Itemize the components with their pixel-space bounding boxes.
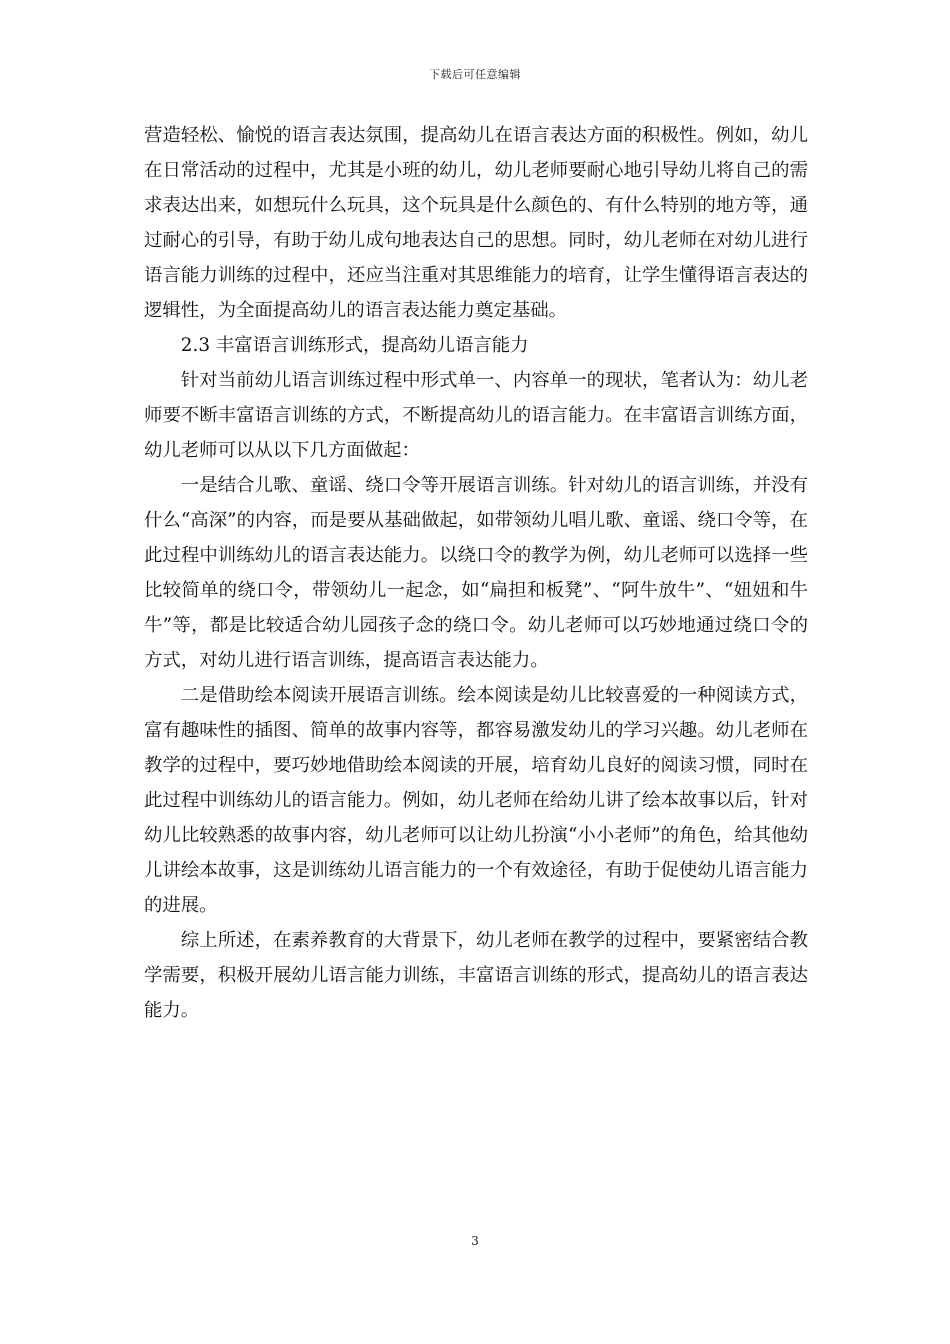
page-header: 下载后可任意编辑 xyxy=(429,68,521,81)
paragraph-continuation: 营造轻松、愉悦的语言表达氛围，提高幼儿在语言表达方面的积极性。例如，幼儿在日常活动的过程中，尤其是小班的幼儿，幼儿老师要耐心地引导幼儿将自己的需求表达出来，如想玩什么玩具，这个玩具是什么颜色的、有什么特别的地方等，通过耐心的引导，有助于幼儿成句地表达自己的思想。同时，幼儿老师在对幼儿进行语言能力训练的过程中，还应当注重对其思维能力的培育，让学生懂得语言表达的逻辑性，为全面提高幼儿的语言表达能力奠定基础。 xyxy=(144,125,808,321)
section-heading: 2.3 丰富语言训练形式，提高幼儿语言能力 xyxy=(180,335,529,356)
document-body xyxy=(144,118,808,1028)
paragraph-point-two: 二是借助绘本阅读开展语言训练。绘本阅读是幼儿比较喜爱的一种阅读方式，富有趣味性的插图、简单的故事内容等，都容易激发幼儿的学习兴趣。幼儿老师在教学的过程中，要巧妙地借助绘本阅读的开展，培育幼儿良好的阅读习惯，同时在此过程中训练幼儿的语言能力。例如，幼儿老师在给幼儿讲了绘本故事以后，针对幼儿比较熟悉的故事内容，幼儿老师可以让幼儿扮演“小小老师”的角色，给其他幼儿讲绘本故事，这是训练幼儿语言能力的一个有效途径，有助于促使幼儿语言能力的进展。 xyxy=(144,685,808,916)
paragraph-point-one: 一是结合儿歌、童谣、绕口令等开展语言训练。针对幼儿的语言训练，并没有什么“高深”的内容，而是要从基础做起，如带领幼儿唱儿歌、童谣、绕口令等，在此过程中训练幼儿的语言表达能力。以绕口令的教学为例，幼儿老师可以选择一些比较简单的绕口令，带领幼儿一起念，如“扁担和板凳”、“阿牛放牛”、“妞妞和牛牛”等，都是比较适合幼儿园孩子念的绕口令。幼儿老师可以巧妙地通过绕口令的方式，对幼儿进行语言训练，提高语言表达能力。 xyxy=(144,475,808,671)
paragraph-intro: 针对当前幼儿语言训练过程中形式单一、内容单一的现状，笔者认为：幼儿老师要不断丰富语言训练的方式，不断提高幼儿的语言能力。在丰富语言训练方面，幼儿老师可以从以下几方面做起： xyxy=(144,370,808,461)
page-number: 3 xyxy=(471,1234,479,1248)
paragraph-conclusion: 综上所述，在素养教育的大背景下，幼儿老师在教学的过程中，要紧密结合教学需要，积极开展幼儿语言能力训练，丰富语言训练的形式，提高幼儿的语言表达能力。 xyxy=(144,930,808,1021)
